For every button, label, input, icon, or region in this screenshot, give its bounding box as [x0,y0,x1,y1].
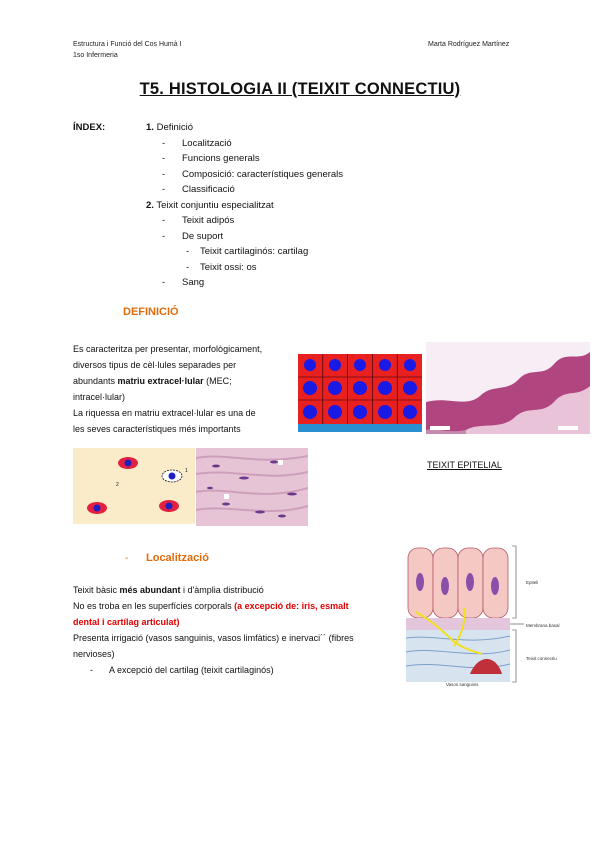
index-item: 2. Teixit conjuntiu especialitzat [146,199,274,211]
epithelium-micrograph [426,342,590,434]
definicio-paragraph: Es caracteritza per presentar, morfològicament, diversos tipus de cèl·lules separades per abundants matriu extracel·lular (MEC; intracel·lular) La riquessa en matriu extracel·lular es una de les seves característiques més importants [73,344,263,434]
connective-tissue-micrograph [196,448,308,526]
index-item: - Teixit ossi: os [186,261,257,273]
index-item: - Sang [162,277,205,288]
index-item: - De suport [162,230,224,242]
diagram-label-membrana: Membrana basal [526,623,560,628]
page-title: T5. HISTOLOGIA II (TEIXIT CONNECTIU) [139,80,461,98]
cell-label-1: 1 [185,468,188,474]
index-list [146,120,406,291]
epithelium-connective-diagram [406,542,576,688]
index-item: - Composició: característiques generals [162,168,344,180]
header-year: 1so Infermeria [73,52,118,59]
index-label: ÍNDEX: [73,122,106,133]
section-bullet-localitzacio: - [125,553,129,564]
index-item: 1. Definició [146,122,194,133]
section-heading-localitzacio: Localització [146,552,209,564]
index-item: - Teixit adipós [162,215,235,226]
header-course: Estructura i Funció del Cos Humà I [73,41,182,48]
diagram-label-epiteli: Epiteli [526,580,539,585]
index-item: - Localització [162,137,232,149]
connective-cells-drawing [73,448,195,524]
diagram-label-connectiu: Teixit connectiu [526,656,557,661]
section-heading-definicio: DEFINICIÓ [123,306,179,318]
figure-caption-teixit-epitelial: TEIXIT EPITELIAL [427,460,502,470]
epithelial-grid-figure [298,354,422,432]
index-item: - Teixit cartilaginós: cartilag [186,246,309,257]
index-item: - Classificació [162,184,235,195]
index-item: - Funcions generals [162,153,260,164]
diagram-label-vasos: Vasos sanguinis [446,682,479,687]
cell-label-2: 2 [116,482,119,488]
header-author: Marta Rodríguez Martínez [428,41,510,48]
localitzacio-paragraph: Teixit bàsic més abundant i d'àmplia distribució No es troba en les superfícies corporals (a excepció de: iris, esmalt dental i cartílag articulat) Presenta irrigació (vasos sanguinis, vasos limfàtics) e inervaci´´ (fibres nervioses) - A excepció del cartilag (teixit cartilaginós) [73,585,354,675]
